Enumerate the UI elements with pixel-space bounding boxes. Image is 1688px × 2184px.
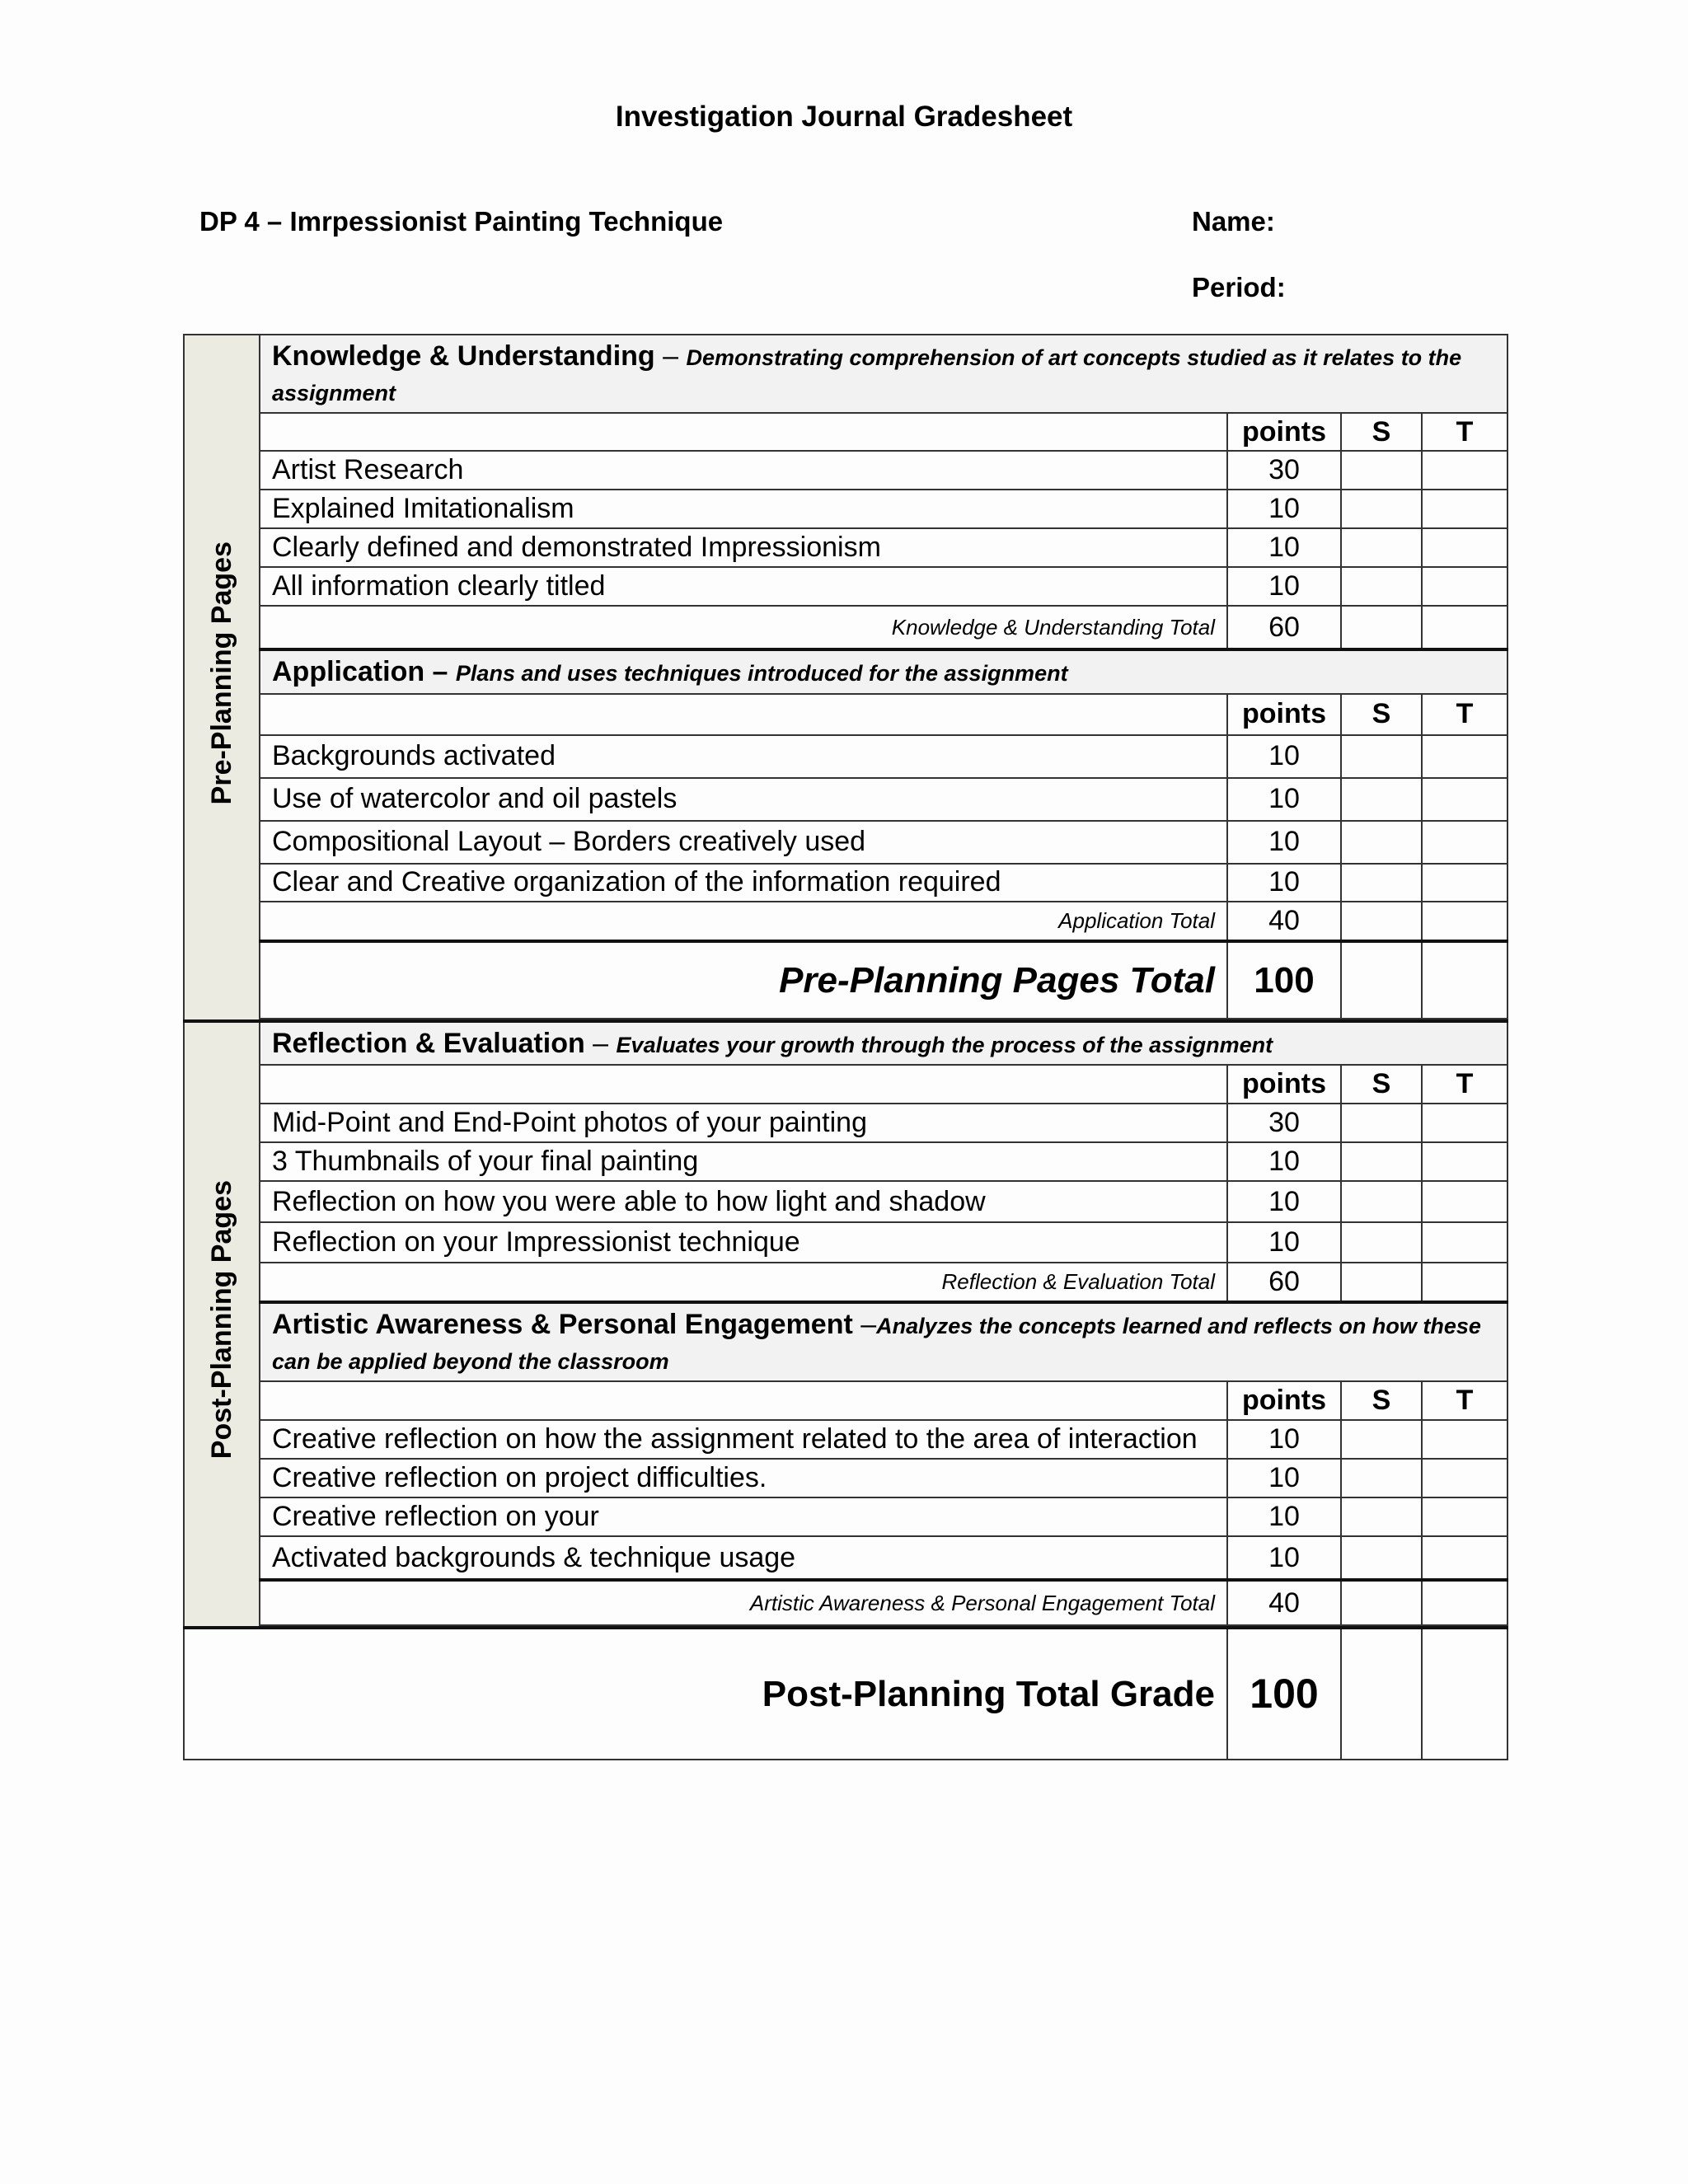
table-row: Artist Research 30	[184, 451, 1507, 490]
table-row: Clear and Creative organization of the information required 10	[184, 864, 1507, 902]
s-score-cell[interactable]	[1341, 864, 1422, 902]
s-score-cell[interactable]	[1341, 490, 1422, 528]
s-score-cell[interactable]	[1341, 778, 1422, 821]
table-row: 3 Thumbnails of your final painting 10	[184, 1142, 1507, 1181]
assignment-title: DP 4 – Imrpessionist Painting Technique	[199, 206, 724, 237]
t-score-cell[interactable]	[1422, 1222, 1507, 1263]
s-score-cell[interactable]	[1341, 902, 1422, 941]
table-row: Creative reflection on how the assignment related to the area of interaction 10	[184, 1420, 1507, 1459]
t-score-cell[interactable]	[1422, 1420, 1507, 1459]
post-planning-side-label: Post-Planning Pages	[184, 1021, 260, 1629]
table-row: Backgrounds activated 10	[184, 735, 1507, 778]
s-score-cell[interactable]	[1341, 1222, 1422, 1263]
s-score-cell[interactable]	[1341, 1497, 1422, 1536]
s-score-cell[interactable]	[1341, 941, 1422, 1019]
category-knowledge: Knowledge & Understanding – Demonstrating comprehension of art concepts studied as it relates to the assignment	[260, 335, 1507, 413]
t-score-cell[interactable]	[1422, 1628, 1507, 1760]
column-header-row: points S T	[184, 1065, 1507, 1104]
table-row: Reflection on how you were able to how light and shadow 10	[184, 1181, 1507, 1222]
gradesheet-table	[183, 334, 1508, 1760]
t-score-cell[interactable]	[1422, 1263, 1507, 1302]
column-header-row: points S T	[184, 694, 1507, 735]
s-score-cell[interactable]	[1341, 451, 1422, 490]
table-row: Explained Imitationalism 10	[184, 490, 1507, 528]
s-score-cell[interactable]	[1341, 1104, 1422, 1142]
t-score-cell[interactable]	[1422, 864, 1507, 902]
name-label: Name:	[1192, 206, 1275, 237]
t-score-cell[interactable]	[1422, 451, 1507, 490]
pre-planning-total-row	[184, 941, 1507, 1019]
subtotal-row: Artistic Awareness & Personal Engagement Total 40	[184, 1580, 1507, 1625]
pre-planning-total-points: 100	[1227, 941, 1341, 1019]
post-planning-total-points: 100	[1227, 1628, 1341, 1760]
post-planning-total-label: Post-Planning Total Grade	[184, 1628, 1227, 1760]
table-row: Activated backgrounds & technique usage 10	[184, 1536, 1507, 1580]
t-score-cell[interactable]	[1422, 1459, 1507, 1497]
table-row: Creative reflection on project difficulties. 10	[184, 1459, 1507, 1497]
s-score-cell[interactable]	[1341, 1420, 1422, 1459]
t-header: T	[1422, 413, 1507, 451]
table-row: Creative reflection on your 10	[184, 1497, 1507, 1536]
t-score-cell[interactable]	[1422, 821, 1507, 864]
table-row: Use of watercolor and oil pastels 10	[184, 778, 1507, 821]
s-score-cell[interactable]	[1341, 1181, 1422, 1222]
page-title: Investigation Journal Gradesheet	[615, 101, 1073, 133]
t-score-cell[interactable]	[1422, 735, 1507, 778]
t-score-cell[interactable]	[1422, 941, 1507, 1019]
t-score-cell[interactable]	[1422, 567, 1507, 606]
subtotal-row: Knowledge & Understanding Total 60	[184, 606, 1507, 649]
t-score-cell[interactable]	[1422, 490, 1507, 528]
s-score-cell[interactable]	[1341, 821, 1422, 864]
s-header: S	[1341, 413, 1422, 451]
s-score-cell[interactable]	[1341, 567, 1422, 606]
t-score-cell[interactable]	[1422, 1181, 1507, 1222]
category-application: Application – Plans and uses techniques introduced for the assignment	[260, 649, 1507, 694]
points-header: points	[1227, 413, 1341, 451]
subtotal-row: Reflection & Evaluation Total 60	[184, 1263, 1507, 1302]
s-score-cell[interactable]	[1341, 528, 1422, 567]
t-score-cell[interactable]	[1422, 1104, 1507, 1142]
column-header-row: points S T	[184, 1381, 1507, 1420]
s-score-cell[interactable]	[1341, 1628, 1422, 1760]
table-row: Compositional Layout – Borders creatively used 10	[184, 821, 1507, 864]
table-row: Clearly defined and demonstrated Impressionism 10	[184, 528, 1507, 567]
subtotal-row: Application Total 40	[184, 902, 1507, 941]
s-score-cell[interactable]	[1341, 1142, 1422, 1181]
s-score-cell[interactable]	[1341, 735, 1422, 778]
table-row: Mid-Point and End-Point photos of your painting 30	[184, 1104, 1507, 1142]
table-row: All information clearly titled 10	[184, 567, 1507, 606]
t-score-cell[interactable]	[1422, 902, 1507, 941]
category-artistic-awareness: Artistic Awareness & Personal Engagement –Analyzes the concepts learned and reflects on how these can be applied beyond the classroom	[260, 1302, 1507, 1381]
t-score-cell[interactable]	[1422, 606, 1507, 649]
s-score-cell[interactable]	[1341, 1263, 1422, 1302]
s-score-cell[interactable]	[1341, 606, 1422, 649]
t-score-cell[interactable]	[1422, 528, 1507, 567]
t-score-cell[interactable]	[1422, 1497, 1507, 1536]
t-score-cell[interactable]	[1422, 1142, 1507, 1181]
table-row: Reflection on your Impressionist technique 10	[184, 1222, 1507, 1263]
category-reflection: Reflection & Evaluation – Evaluates your growth through the process of the assignment	[260, 1021, 1507, 1066]
pre-planning-side-label: Pre-Planning Pages	[184, 335, 260, 1021]
t-score-cell[interactable]	[1422, 1536, 1507, 1580]
period-label: Period:	[1192, 272, 1286, 302]
s-score-cell[interactable]	[1341, 1459, 1422, 1497]
t-score-cell[interactable]	[1422, 778, 1507, 821]
s-score-cell[interactable]	[1341, 1580, 1422, 1625]
t-score-cell[interactable]	[1422, 1580, 1507, 1625]
s-score-cell[interactable]	[1341, 1536, 1422, 1580]
column-header-row	[184, 413, 1507, 451]
pre-planning-total-label: Pre-Planning Pages Total	[260, 941, 1227, 1019]
final-total-row	[184, 1628, 1507, 1760]
